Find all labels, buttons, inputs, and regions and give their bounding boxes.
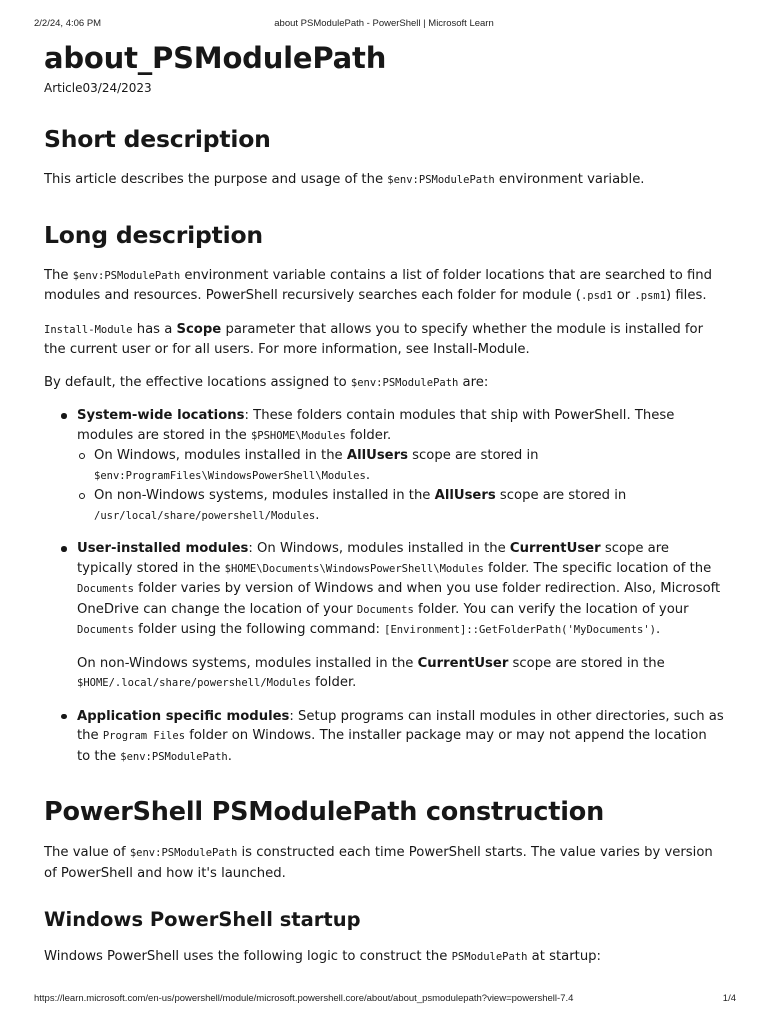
- page-number: 1/4: [722, 993, 736, 1004]
- windows-powershell-startup-heading: Windows PowerShell startup: [44, 908, 361, 931]
- sub-list-item: On non-Windows systems, modules installed in the AllUsers scope are stored in /usr/local/share/powershell/Modules.: [77, 486, 724, 526]
- long-description-p3: By default, the effective locations assigned to $env:PSModulePath are:: [44, 374, 489, 390]
- long-description-p1: The $env:PSModulePath environment variable contains a list of folder locations that are searched to find modules and resources. PowerShell recursively searches each folder for module (.psd1 or .psm1) files.: [44, 267, 713, 303]
- user-installed-non-windows: On non-Windows systems, modules installed in the CurrentUser scope are stored in the $HOME/.local/share/powershell/Modules folder.: [77, 655, 665, 690]
- bold-term: AllUsers: [346, 448, 408, 463]
- article-date: 03/24/2023: [82, 81, 152, 95]
- inline-code: $env:PSModulePath: [120, 750, 228, 763]
- inline-code: Documents: [77, 583, 134, 595]
- inline-code: Install-Module: [44, 323, 133, 336]
- inline-code: .psm1: [634, 290, 667, 302]
- inline-code: $env:PSModulePath: [387, 174, 495, 186]
- bold-term: AllUsers: [434, 488, 496, 503]
- windows-powershell-startup-text: Windows PowerShell uses the following logic to construct the PSModulePath at startup:: [44, 949, 601, 964]
- inline-code: Program Files: [102, 730, 186, 742]
- bold-term: System-wide locations: [77, 408, 245, 423]
- inline-code: Documents: [77, 624, 134, 636]
- sub-list: [77, 446, 724, 526]
- inline-code: $env:PSModulePath: [350, 376, 459, 389]
- bold-term: CurrentUser: [509, 541, 601, 556]
- short-description-heading: Short description: [44, 125, 271, 153]
- print-page-title: about PSModulePath - PowerShell | Microsoft Learn: [274, 18, 494, 29]
- inline-code: $HOME/.local/share/powershell/Modules: [77, 677, 311, 689]
- long-description-heading: Long description: [44, 220, 263, 249]
- article-title: about_PSModulePath: [44, 41, 387, 75]
- bold-term: Application specific modules: [77, 708, 290, 724]
- article-type: Article: [44, 81, 83, 95]
- inline-code: $PSHOME\Modules: [250, 429, 346, 442]
- list-item-user-installed: User-installed modules: On Windows, modules installed in the CurrentUser scope are typically stored in the $HOME\Documents\WindowsPowerShell\Modules folder. The specific location of the Documents folder varies by version of Windows and when you use folder redirection. Also, Microsoft OneDrive can change the location of your Documents folder. You can verify the location of your Documents folder using the following command: [Environment]::GetFolderPath('MyDocuments'). On non-Windows systems, modules installed in the CurrentUser scope are stored in the $HOME/.local/share/powershell/Modules folder.: [44, 539, 724, 694]
- inline-code: .psd1: [580, 290, 613, 302]
- bold-term: User-installed modules: [77, 541, 249, 556]
- bold-term: Scope: [176, 321, 222, 337]
- inline-code: $HOME\Documents\WindowsPowerShell\Modules: [224, 562, 484, 575]
- inline-code: [Environment]::GetFolderPath('MyDocuments'): [384, 624, 656, 636]
- print-date: 2/2/24, 4:06 PM: [34, 18, 102, 29]
- list-item-application-specific: Application specific modules: Setup programs can install modules in other directories, such as the Program Files folder on Windows. The installer package may or may not append the location to the $env:PSModulePath.: [44, 707, 724, 768]
- sub-list-item: On Windows, modules installed in the AllUsers scope are stored in $env:ProgramFiles\WindowsPowerShell\Modules.: [77, 446, 724, 486]
- inline-code: Documents: [356, 603, 414, 616]
- inline-code: $env:PSModulePath: [129, 847, 238, 859]
- print-url: https://learn.microsoft.com/en-us/powershell/module/microsoft.powershell.core/about/about_psmodulepath?view=powershell-7.4: [34, 993, 574, 1004]
- inline-code: $env:PSModulePath: [72, 269, 181, 282]
- construction-heading: PowerShell PSModulePath construction: [44, 797, 605, 827]
- list-item-system-wide: System-wide locations: These folders contain modules that ship with PowerShell. These modules are stored in the $PSHOME\Modules folder. On Windows, modules installed in the AllUsers scope are stored in $env:ProgramFiles\WindowsPowerShell\Modules. On non-Windows systems, modules installed in the AllUsers scope are stored in /usr/local/share/powershell/Modules.: [44, 406, 724, 526]
- construction-text: The value of $env:PSModulePath is constructed each time PowerShell starts. The value varies by version of PowerShell and how it's launched.: [44, 845, 713, 881]
- long-description-p2: Install-Module has a Scope parameter that allows you to specify whether the module is installed for the current user or for all users. For more information, see Install-Module.: [44, 321, 704, 357]
- article: [44, 40, 724, 968]
- short-description-text: This article describes the purpose and usage of the $env:PSModulePath environment variable.: [44, 172, 645, 187]
- article-meta: [44, 81, 724, 95]
- inline-code: $env:ProgramFiles\WindowsPowerShell\Modules: [94, 469, 366, 482]
- inline-code: /usr/local/share/powershell/Modules: [94, 509, 316, 522]
- bold-term: CurrentUser: [417, 655, 509, 671]
- locations-list: [44, 406, 724, 767]
- inline-code: PSModulePath: [451, 951, 528, 963]
